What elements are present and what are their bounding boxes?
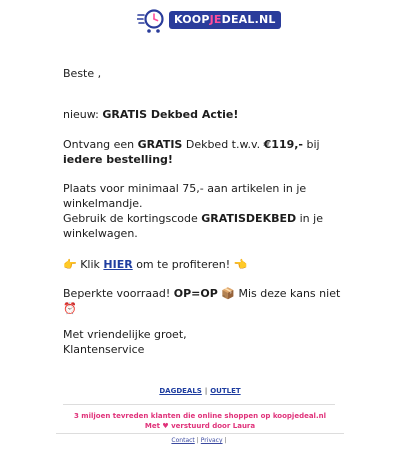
legal-links: Contact | Privacy | [171,437,227,444]
alarm-clock-icon: ⏰ [63,302,77,315]
pointing-right-icon: 👉 [63,258,77,271]
signature: Klantenservice [63,343,145,356]
shopping-cart-clock-icon [137,6,167,34]
limited-stock-paragraph: Beperkte voorraad! OP=OP 📦 Mis deze kans niet ⏰ [63,287,341,315]
minimum-order-paragraph: Plaats voor minimaal 75,- aan artikelen in je winkelmandje. [63,182,307,210]
contact-link[interactable]: Contact [171,437,195,444]
legal-divider [56,433,344,434]
brand-wordmark: KOOPJEDEAL.NL [169,11,281,29]
footer-divider [63,404,335,405]
pointing-left-icon: 👈 [233,258,248,271]
closing [63,327,348,357]
heart-icon: ♥ [162,422,169,430]
greeting: Beste , [63,67,102,80]
sent-by-line: Met ♥ verstuurd door Laura [144,422,256,430]
footer-link-dagdeals[interactable]: DAGDEALS [159,387,202,395]
footer-tagline: 3 miljoen tevreden klanten die online shoppen op koopjedeal.nl Met ♥ verstuurd door Laura [0,411,400,431]
package-icon: 📦 [221,287,235,300]
intro-headline: GRATIS Dekbed Actie! [102,108,239,121]
discount-code-paragraph: Gebruik de kortingscode GRATISDEKBED in je winkelwagen. [63,212,323,240]
privacy-link[interactable]: Privacy [200,437,223,444]
discount-code: GRATISDEKBED [201,212,297,225]
cta-paragraph: 👉 Klik HIER om te profiteren! 👈 [63,258,248,271]
intro-line: nieuw: GRATIS Dekbed Actie! [63,108,239,121]
brand-logo[interactable] [137,6,281,34]
here-link[interactable]: HIER [103,258,133,271]
closing-line: Met vriendelijke groet, [63,328,187,341]
offer-paragraph: Ontvang een GRATIS Dekbed t.w.v. €119,- bij iedere bestelling! [63,138,320,166]
footer-link-outlet[interactable]: OUTLET [210,387,241,395]
footer-nav: DAGDEALS | OUTLET [159,387,241,395]
